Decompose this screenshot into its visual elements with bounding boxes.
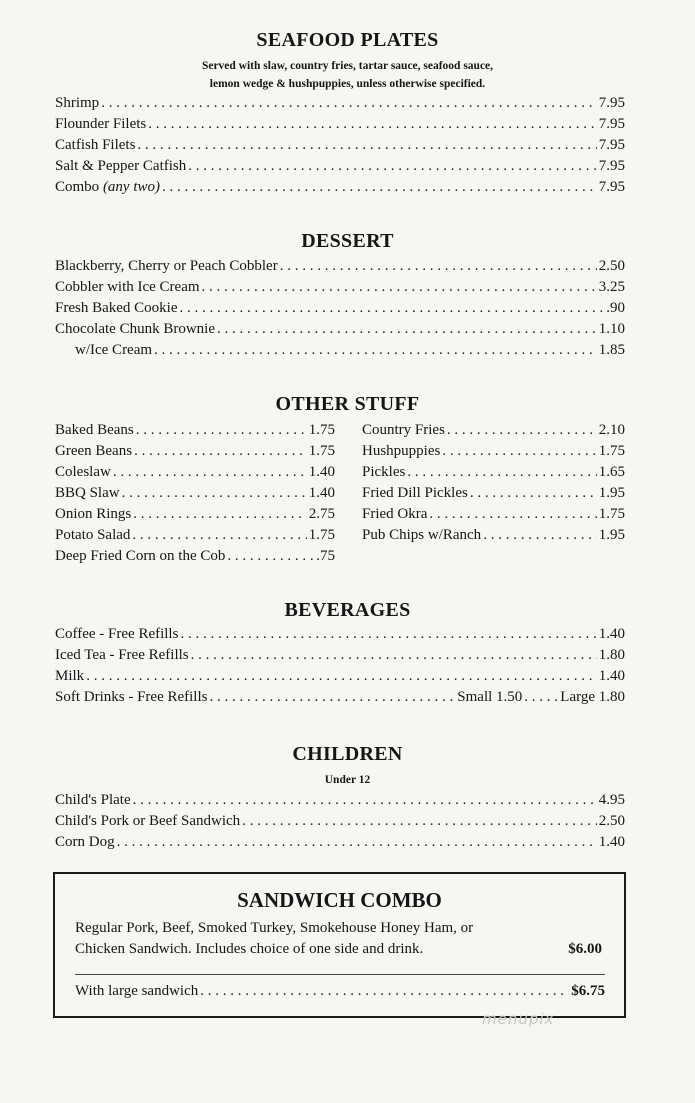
child-item-sandwich: Child's Pork or Beef Sandwich . . . 2.50 bbox=[55, 811, 625, 832]
seafood-subtitle-line-2: lemon wedge & hushpuppies, unless otherwise specified. bbox=[209, 78, 486, 90]
beverage-coffee: Coffee - Free Refills . . . 1.40 bbox=[55, 624, 625, 645]
child-item-plate: Child's Plate . . . 4.95 bbox=[55, 790, 625, 811]
beverages-title: BEVERAGES bbox=[284, 599, 411, 621]
menu-item-catfish: Catfish Filets . . . 7.95 bbox=[55, 135, 625, 156]
side-item-baked-beans: Baked Beans . . . 1.75 bbox=[55, 420, 335, 441]
dessert-title: DESSERT bbox=[301, 230, 394, 252]
menu-item-shrimp: Shrimp . . . 7.95 bbox=[55, 93, 625, 114]
sandwich-combo-divider bbox=[75, 974, 605, 975]
menu-item-flounder: Flounder Filets . . . 7.95 bbox=[55, 114, 625, 135]
side-item-pickles: Pickles . . . 1.65 bbox=[362, 462, 625, 483]
beverage-soft-drinks: Soft Drinks - Free Refills . . . Small 1.50 . . . Large 1.80 bbox=[55, 687, 625, 708]
side-item-bbq-slaw: BBQ Slaw . . . 1.40 bbox=[55, 483, 335, 504]
children-subtitle: Under 12 bbox=[324, 774, 371, 786]
child-item-corn-dog: Corn Dog . . . 1.40 bbox=[55, 832, 625, 853]
sandwich-combo-large: With large sandwich . . . $6.75 bbox=[75, 981, 605, 1002]
children-title: CHILDREN bbox=[292, 743, 403, 765]
menu-item-combo: Combo (any two) . . . 7.95 bbox=[55, 177, 625, 198]
side-item-country-fries: Country Fries . . . 2.10 bbox=[362, 420, 625, 441]
menu-item-brownie: Chocolate Chunk Brownie . . . 1.10 bbox=[55, 319, 625, 340]
side-item-potato-salad: Potato Salad . . . 1.75 bbox=[55, 525, 335, 546]
seafood-subtitle-line-1: Served with slaw, country fries, tartar sauce, seafood sauce, bbox=[201, 60, 494, 72]
menu-item-cobbler: Blackberry, Cherry or Peach Cobbler . . . 2.50 bbox=[55, 256, 625, 277]
menupix-watermark: menupix bbox=[482, 1010, 555, 1028]
sandwich-combo-description: Regular Pork, Beef, Smoked Turkey, Smokehouse Honey Ham, or Chicken Sandwich. Includes choice of one side and drink. bbox=[75, 920, 474, 957]
side-item-fried-okra: Fried Okra . . . 1.75 bbox=[362, 504, 625, 525]
side-item-fried-dill-pickles: Fried Dill Pickles . . . 1.95 bbox=[362, 483, 625, 504]
sandwich-combo-title: SANDWICH COMBO bbox=[237, 888, 442, 912]
beverage-iced-tea: Iced Tea - Free Refills . . . 1.80 bbox=[55, 645, 625, 666]
sandwich-combo-price: $6.00 bbox=[568, 941, 602, 957]
side-item-coleslaw: Coleslaw . . . 1.40 bbox=[55, 462, 335, 483]
menu-item-brownie-ice-cream: w/Ice Cream . . . 1.85 bbox=[75, 340, 625, 361]
menu-item-salt-pepper-catfish: Salt & Pepper Catfish . . . 7.95 bbox=[55, 156, 625, 177]
seafood-title: SEAFOOD PLATES bbox=[256, 29, 439, 51]
menu-item-cobbler-ice-cream: Cobbler with Ice Cream . . . 3.25 bbox=[55, 277, 625, 298]
side-item-hushpuppies: Hushpuppies . . . 1.75 bbox=[362, 441, 625, 462]
side-item-corn-on-cob: Deep Fried Corn on the Cob . . . .75 bbox=[55, 546, 335, 567]
side-item-pub-chips: Pub Chips w/Ranch . . . 1.95 bbox=[362, 525, 625, 546]
beverage-milk: Milk . . . 1.40 bbox=[55, 666, 625, 687]
side-item-green-beans: Green Beans . . . 1.75 bbox=[55, 441, 335, 462]
other-stuff-title: OTHER STUFF bbox=[275, 393, 420, 415]
side-item-onion-rings: Onion Rings . . . 2.75 bbox=[55, 504, 335, 525]
sandwich-combo-box bbox=[53, 872, 626, 1018]
menu-item-cookie: Fresh Baked Cookie . . . .90 bbox=[55, 298, 625, 319]
